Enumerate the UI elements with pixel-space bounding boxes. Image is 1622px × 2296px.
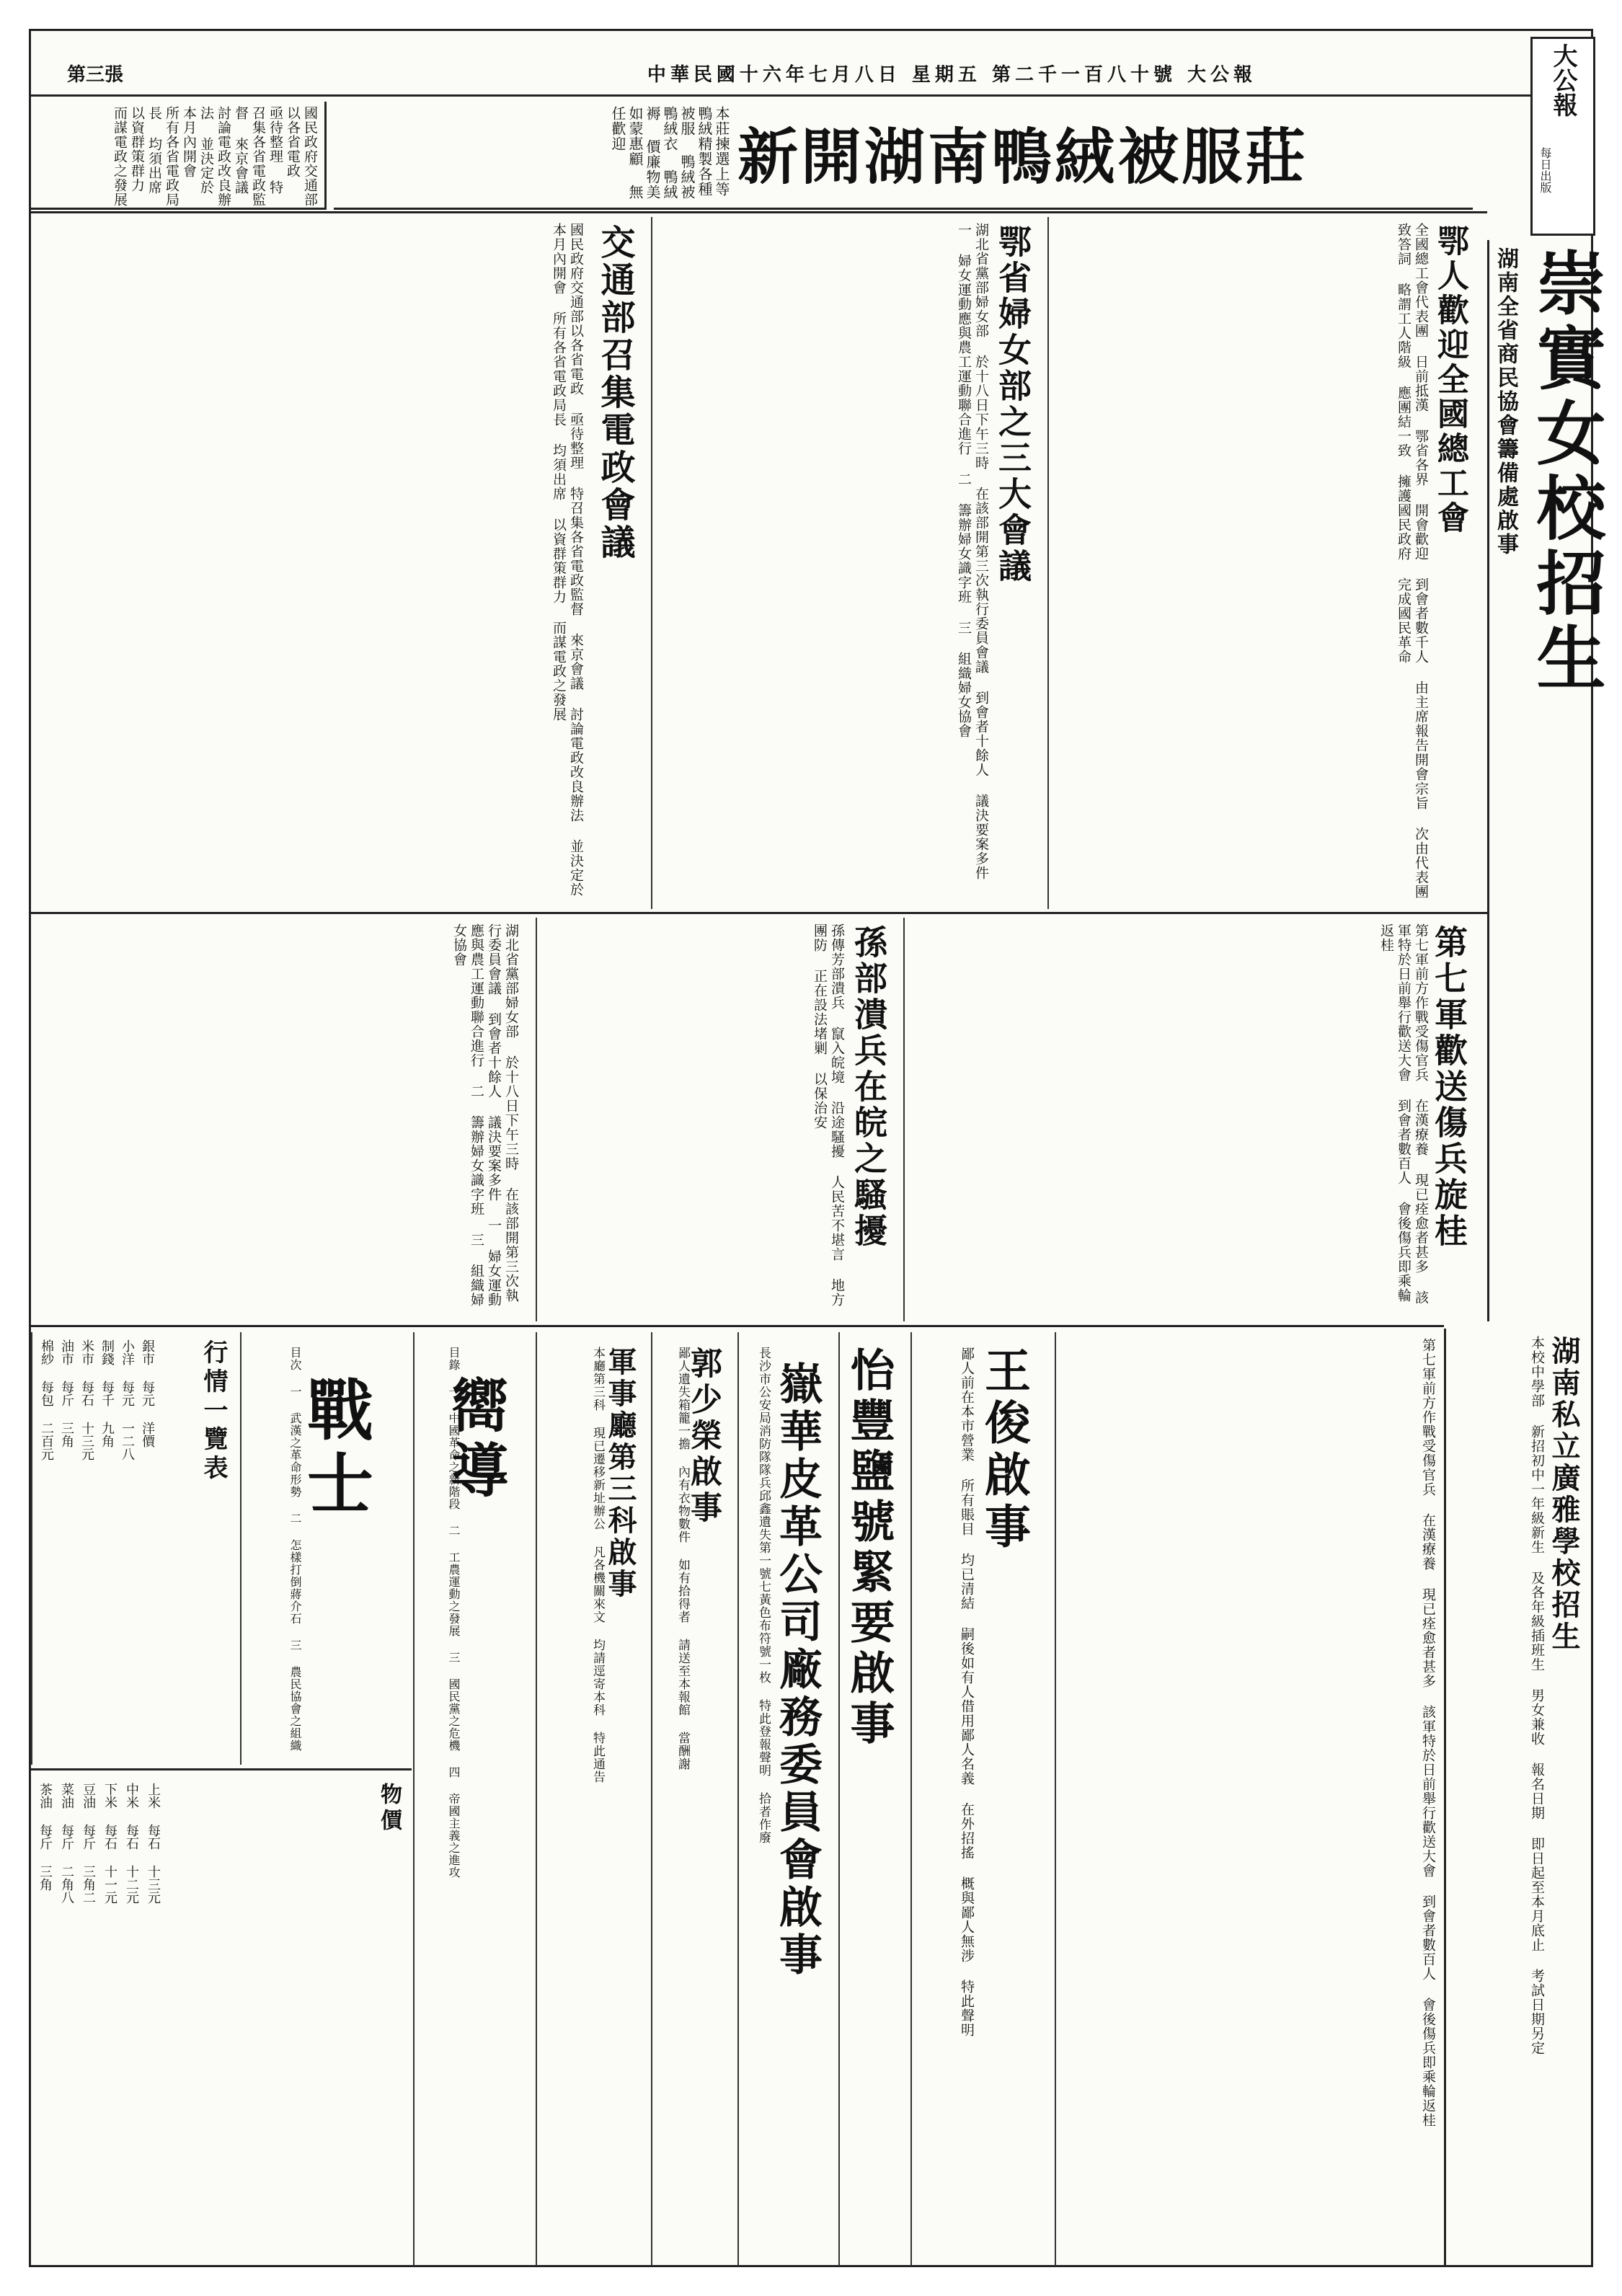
corner-tag-label: 大公報: [1548, 43, 1577, 117]
market-row: 銀市 每元 洋價: [140, 1339, 155, 1448]
ad-military: [536, 1332, 650, 2266]
article-6-body: 湖北省黨部婦女部 於十八日下午三時 在該部開第三次執行委員會議 到會者十餘人 議決要案多件 一 婦女運動應與農工運動聯合進行 二 籌辦婦女識字班 三 組織婦女協會: [451, 923, 519, 1307]
market2-row: 上米 每石 十三元: [146, 1783, 161, 1904]
market-title: 行情一覽表: [199, 1339, 228, 1484]
article-block-4: [903, 918, 1480, 1321]
ad-guo-body: 鄙人遺失箱籠一擔 內有衣物數件 如有拾得者 請送至本報館 當酬謝: [675, 1347, 690, 1770]
ad-yuehua: [737, 1332, 837, 2266]
article-block-2: [1047, 217, 1480, 909]
market2-row: 菜油 每斤 二角八: [59, 1783, 74, 1904]
right-banner: [1487, 240, 1607, 1321]
market-row: 米市 每石 十三元: [79, 1339, 94, 1461]
market-row: 油市 每斤 三角: [59, 1339, 74, 1448]
top-left-notice-text: 國民政府交通部以各省電政 亟待整理 特召集各省電政監督 來京會議 討論電政改良辦法 並決定於本月內開會 所有各省電政局長 均須出席 以資群策群力 而謀電政之發展: [112, 106, 318, 207]
newspaper-page: [29, 29, 1607, 2267]
ad-zhanshi: [240, 1332, 412, 1765]
ad-zhanshi-title: 戰士: [296, 1375, 374, 1522]
masthead-date-line: 中華民國十六年七月八日 星期五 第二千一百八十號 大公報: [647, 64, 1257, 86]
ad-zhanshi-body: 目次 一 武漢之革命形勢 二 怎樣打倒蔣介石 三 農民協會之組織: [288, 1347, 302, 1752]
market2-row: 下米 每石 十一元: [102, 1783, 118, 1904]
market-row: 棉紗 每包 二百元: [39, 1339, 54, 1461]
market2-title: 物價: [376, 1783, 402, 1835]
top-ad-headline: 新開湖南鴨絨被服莊: [737, 122, 1309, 192]
lower-news-column: [1055, 1332, 1444, 2266]
article-5-headline: 孫部潰兵在皖之騷擾: [849, 925, 888, 1249]
article-3-body: 湖北省黨部婦女部 於十八日下午三時 在該部開第三次執行委員會議 到會者十餘人 議決要案多件 一 婦女運動應與農工運動聯合進行 二 籌辦婦女識字班 三 組織婦女協會: [956, 223, 989, 880]
market-table: [31, 1332, 239, 1765]
article-4-headline: 第七軍歡送傷兵旋桂: [1430, 925, 1468, 1249]
market-rows: [38, 1339, 155, 1758]
ad-xiangdao-body: 目錄 一 中國革命之新階段 二 工農運動之發展 三 國民黨之危機 四 帝國主義之進攻: [447, 1347, 461, 1879]
article-1-headline: 交通部召集電政會議: [595, 224, 635, 562]
ad-yuehua-body: 長沙市公安局消防隊隊兵邱鑫遺失第一號七黃色布符號一枚 特此登報聲明 拾者作廢: [756, 1347, 771, 1844]
article-block-5: [536, 918, 900, 1321]
lower-news-text: 第七軍前方作戰受傷官兵 在漢療養 現已痊愈者甚多 該軍特於日前舉行歡送大會 到會者數百人 會後傷兵即乘輪返桂: [1420, 1338, 1436, 2127]
corner-tag: [1530, 37, 1595, 236]
ad-wangjun-body: 鄙人前在本市營業 所有賬目 均已清結 嗣後如有人借用鄙人名義 在外招搖 概與鄙人無涉 特此聲明: [959, 1347, 975, 2037]
corner-tag-sub: 每日出版: [1538, 147, 1552, 193]
article-2-headline: 鄂人歡迎全國總工會: [1432, 224, 1468, 536]
ad-yifeng-title: 怡豐鹽號緊要啟事: [843, 1347, 895, 1750]
article-5-body: 孫傳芳部潰兵 竄入皖境 沿途騷擾 人民苦不堪言 地方團防 正在設法堵剿 以保治安: [812, 923, 845, 1307]
market-table-2: [31, 1776, 412, 2266]
market2-row: 中米 每石 十二元: [124, 1783, 139, 1904]
ad-military-title: 軍事廳第三科啟事: [603, 1347, 637, 1600]
ad-wangjun: [910, 1332, 1051, 2266]
ad-xiangdao: [413, 1332, 534, 2266]
school-ad-heading: 湖南私立廣雅學校招生: [1547, 1336, 1581, 1653]
top-left-notice: [31, 102, 327, 210]
article-2-body: 全國總工會代表團 日前抵漢 鄂省各界 開會歡迎 到會者數千人 由主席報告開會宗旨 次由代表團致答詞 略謂工人階級 應團結一致 擁護國民政府 完成國民革命: [1396, 223, 1429, 899]
article-3-headline: 鄂省婦女部之三大會議: [993, 224, 1032, 585]
right-banner-sub: 湖南全省商民協會籌備處啟事: [1493, 247, 1518, 557]
ad-xiangdao-title: 嚮導: [441, 1375, 509, 1505]
top-ad: [334, 102, 1473, 210]
market-row: 制錢 每千 九角: [99, 1339, 115, 1448]
article-block-1: [31, 217, 647, 909]
market2-row: 豆油 每斤 三角二: [81, 1783, 96, 1904]
market-row: 小洋 每元 一二八: [120, 1339, 135, 1461]
article-block-3: [651, 217, 1044, 909]
issue-label: 第三張: [67, 64, 124, 86]
market2-rows: [37, 1783, 161, 2259]
right-lower-column: [1444, 1329, 1592, 2266]
school-ad-body: 本校中學部 新招初中一年級新生 及各年級插班生 男女兼收 報名日期 即日起至本月底止 考試日期另定: [1529, 1336, 1545, 2055]
ad-wangjun-title: 王俊啟事: [977, 1347, 1031, 1554]
right-banner-title: 崇實女校招生: [1525, 247, 1607, 697]
ad-guo: [651, 1332, 736, 2266]
top-ad-copy: 本莊揀選上等鴨絨精製各種被服 鴨絨被 鴨絨衣 鴨絨褥 價廉物美 如蒙惠顧 無任歡迎: [609, 106, 730, 200]
market2-row: 茶油 每斤 三角: [37, 1783, 53, 1891]
ad-yuehua-title: 嶽華皮革公司廠務委員會啟事: [772, 1361, 823, 1980]
article-4-body: 第七軍前方作戰受傷官兵 在漢療養 現已痊愈者甚多 該軍特於日前舉行歡送大會 到會者數百人 會後傷兵即乘輪返桂: [1378, 923, 1429, 1305]
ad-military-body: 本廳第三科 現已遷移新址辦公 凡各機關來文 均請逕寄本科 特此通告: [590, 1347, 605, 1783]
article-1-body: 國民政府交通部以各省電政 亟待整理 特召集各省電政監督 來京會議 討論電政改良辦法 並決定於本月內開會 所有各省電政局長 均須出席 以資群策群力 而謀電政之發展: [551, 223, 584, 897]
ad-yifeng: [838, 1332, 908, 2266]
article-block-6: [31, 918, 532, 1321]
ad-guo-title: 郭少榮啟事: [685, 1347, 722, 1527]
